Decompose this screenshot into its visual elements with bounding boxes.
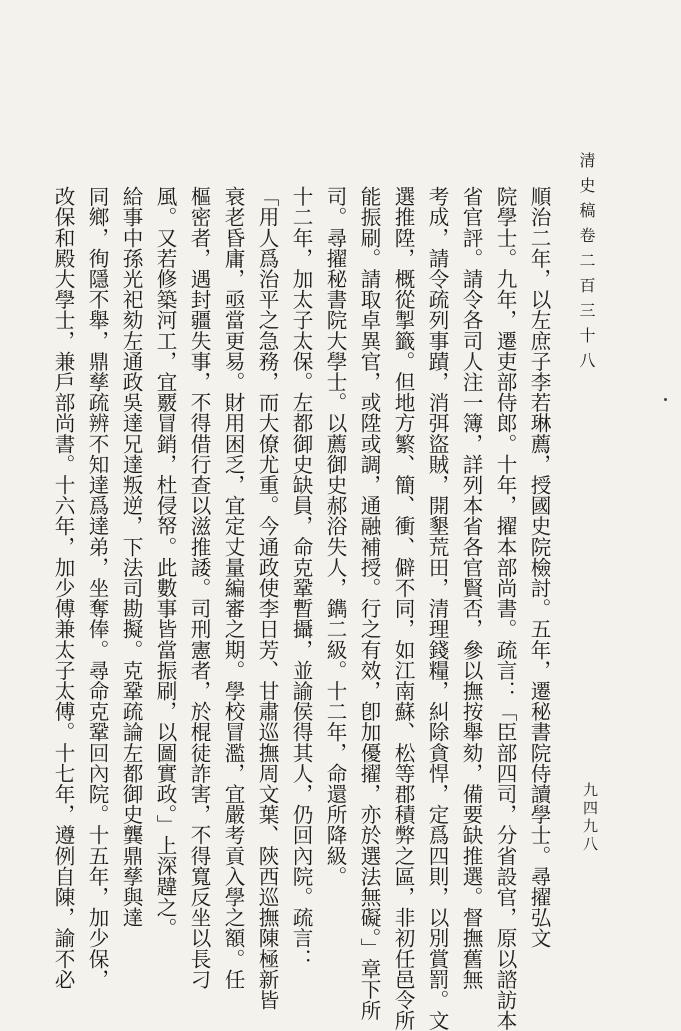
text-line: 院學士。九年，遷吏部侍郎。十年，擢本部尚書。疏言：「臣部四司，分省設官，原以諮訪本 (493, 186, 517, 1031)
text-line: 司。尋擢秘書院大學士。以薦御史郝浴失人，鐫二級。十二年，命還所降級。 (323, 186, 347, 887)
text-line: 樞密者，遇封疆失事，不得借行查以滋推諉。司刑憲者，於棍徒詐害，不得寬反坐以長刁 (187, 186, 211, 990)
page-header-book-title: 清史稿卷二百三十八 (577, 152, 596, 377)
text-line: 十二年，加太子太保。左都御史缺員，命克鞏暫攝，並諭侯得其人，仍回內院。疏言： (289, 186, 313, 969)
text-line: 風。又若修築河工，宜覈冒銷，杜侵帑。此數事皆當振刷，以圖實政。」上深韙之。 (153, 186, 177, 938)
text-line: 衰老昏庸，亟當更易。財用困乏，宜定丈量編審之期。學校冒濫，宜嚴考貢入學之額。任 (221, 186, 245, 990)
text-line: 「用人爲治平之急務，而大僚尤重。今通政使李日芳、甘肅巡撫周文葉、陝西巡撫陳極新皆 (255, 186, 279, 1010)
text-line: 能振刷。請取卓異官，或陞或調，通融補授。行之有效，卽加優擢，亦於選法無礙。」章下所 (357, 186, 381, 1021)
text-line: 給事中孫光祀劾左通政吳達兄達叛逆，下法司勘擬。克鞏疏論左都御史龔鼎孳與達 (119, 186, 143, 928)
margin-mark (664, 398, 667, 401)
text-line: 同鄉，徇隱不舉，鼎孳疏辨不知達爲達弟，坐奪俸。尋命克鞏回內院。十五年，加少保， (85, 186, 109, 990)
text-line: 改保和殿大學士，兼戶部尚書。十六年，加少傅兼太子太傅。十七年，遵例自陳，諭不必 (51, 186, 75, 990)
text-line: 省官評。請令各司人注一簿，詳列本省各官賢否，參以撫按舉劾，備要缺推選。督撫舊無 (459, 186, 483, 990)
page-number: 九四九八 (581, 782, 599, 854)
text-line: 選推陞，概從掣籤。但地方繁、簡、衝、僻不同，如江南蘇、松等郡積弊之區，非初任邑令所 (391, 186, 415, 1031)
text-line: 順治二年，以左庶子李若琳薦，授國史院檢討。五年，遷秘書院侍讀學士。尋擢弘文 (527, 186, 551, 949)
text-body (51, 186, 556, 1031)
text-line: 考成，請令疏列事蹟，消弭盜賊，開墾荒田，清理錢糧，糾除貪悍，定爲四則，以別賞罰。文 (425, 186, 449, 1031)
